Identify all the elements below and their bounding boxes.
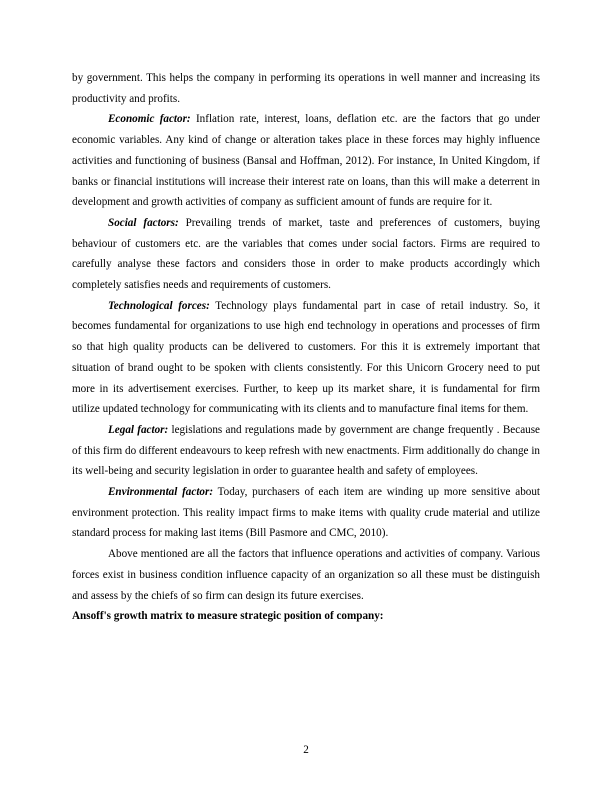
paragraph-lead: Social factors: [108,216,179,229]
section-heading: Ansoff's growth matrix to measure strategic position of company: [72,610,384,623]
page-number: 2 [303,744,309,756]
paragraph-lead: Legal factor: [108,423,169,436]
paragraph-lead: Technological forces: [108,299,210,312]
paragraph-text: Above mentioned are all the factors that influence operations and activities of company. Various forces exist in business condition influence capacity of an organization so all these must be distinguish and assess by the chiefs of so firm can design its future exercises. [72,548,540,602]
paragraph-text: by government. This helps the company in performing its operations in well manner and increasing its productivity and profits. [72,72,540,105]
paragraph-environmental-factor [72,482,540,544]
paragraph-technological-forces [72,296,540,420]
paragraph-lead: Environmental factor: [108,486,214,499]
paragraph-social-factors [72,213,540,296]
paragraph-text: Technology plays fundamental part in case of retail industry. So, it becomes fundamental for organizations to use high end technology in operations and processes of firm so that high quality products can be delivered to customers. For this it is extremely important that situation of brand ought to be spoken with clients consistently. For this Unicorn Grocery need to put more in its advertisement exercises. Further, to keep up its market share, it is fundamental for firm utilize updated technology for communicating with its clients and to manufacture final items for them. [72,299,540,416]
paragraph-economic-factor [72,109,540,213]
paragraph-text: Today, purchasers of each item are winding up more sensitive about environment protection. This reality impact firms to make items with quality crude material and utilize standard process for making last items (Bill Pasmore and CMC, 2010). [72,486,541,540]
paragraph-legal-factor [72,420,540,482]
body-text [72,68,540,627]
paragraph-text: legislations and regulations made by government are change frequently . Because of this firm do different endeavours to keep refresh with new enactments. Firm additionally do change in its well-being and security legislation in order to guarantee health and safety of employees. [72,423,540,478]
paragraph-lead: Economic factor: [108,113,191,126]
paragraph-text: Inflation rate, interest, loans, deflation etc. are the factors that go under economic variables. Any kind of change or alteration takes place in these forces may highly influence activities and functioning of business (Bansal and Hoffman, 2012). For instance, In United Kingdom, if banks or financial institutions will increase their interest rate on loans, than this will make a deterrent in development and growth activities of company as sufficient amount of funds are require for it. [72,113,540,209]
paragraph-text: Prevailing trends of market, taste and preferences of customers, buying behaviour of customers etc. are the variables that comes under social factors. Firms are required to carefully analyse these factors and considers those in order to make products accordingly which completely satisfies needs and requirements of customers. [72,216,540,292]
paragraph-continuation [72,68,540,109]
paragraph-summary [72,544,540,606]
